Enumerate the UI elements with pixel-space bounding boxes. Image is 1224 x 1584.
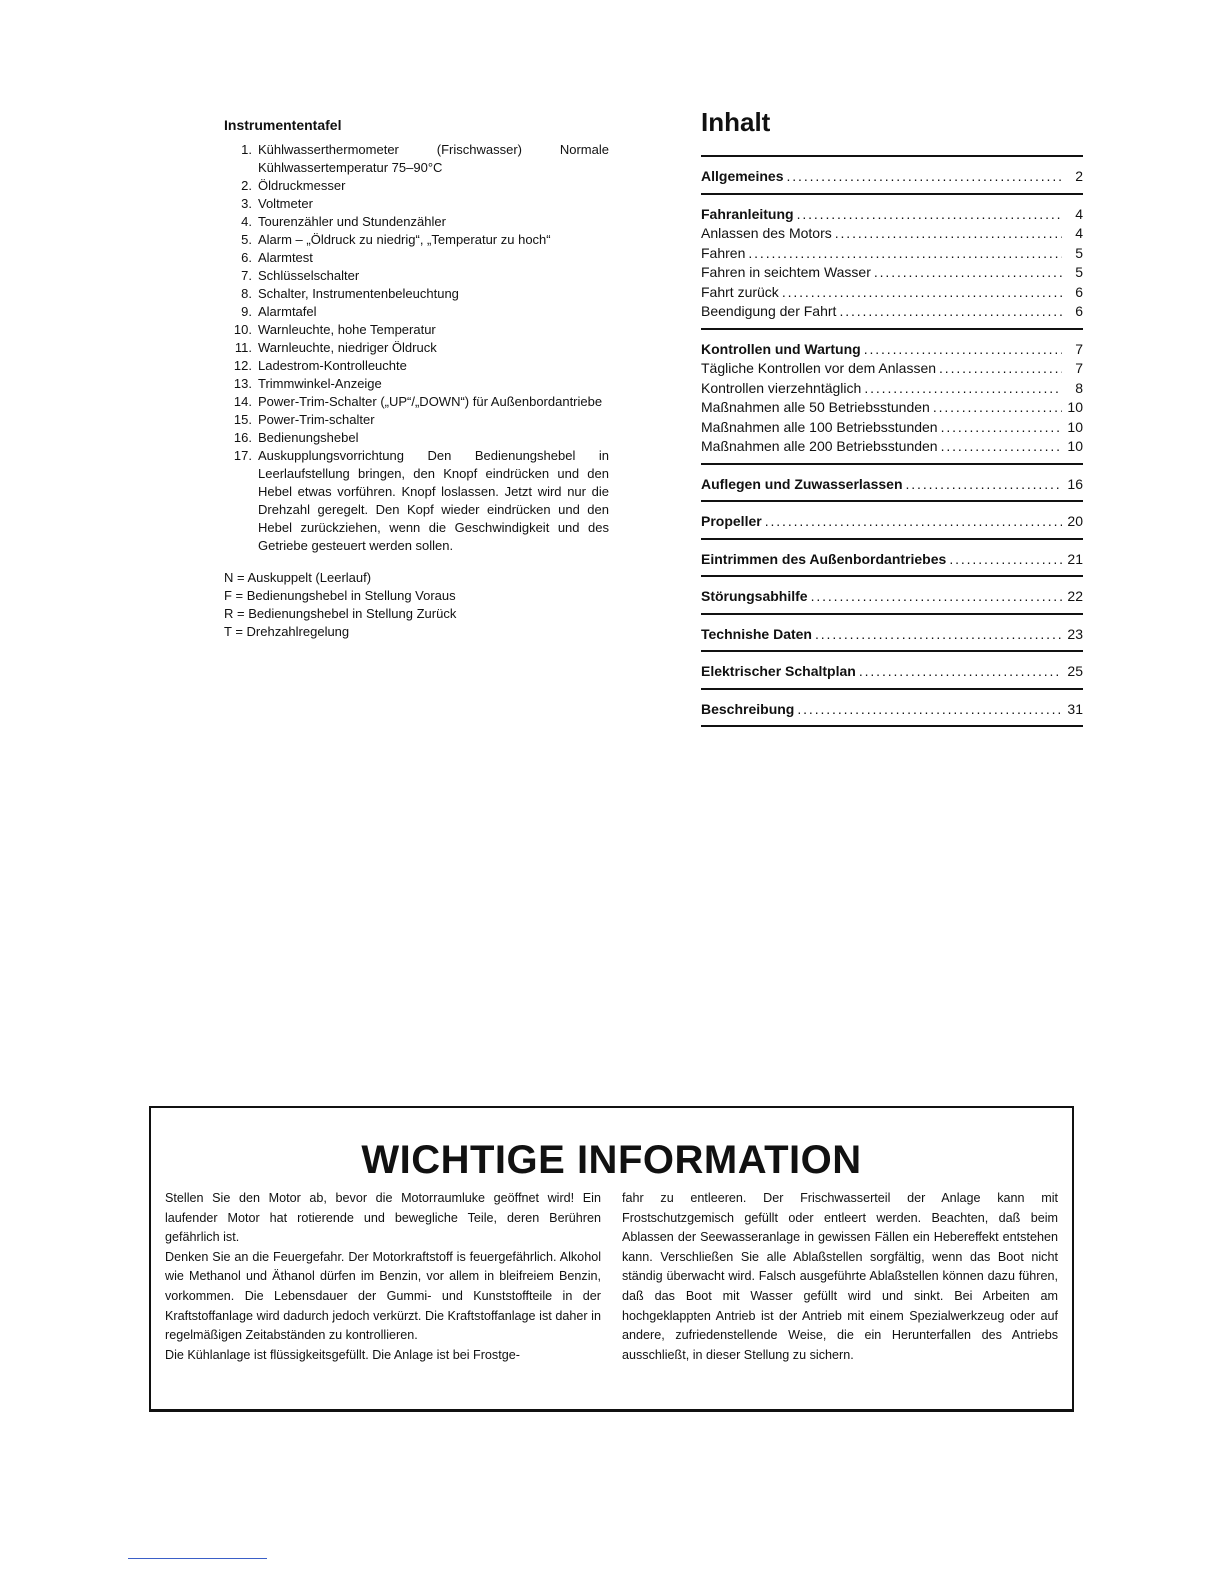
info-column-right bbox=[622, 1189, 1058, 1365]
toc-chapter-entry bbox=[701, 167, 1083, 187]
instrument-text: Alarmtest bbox=[258, 250, 313, 265]
toc-entry-label: Technishe Daten bbox=[701, 625, 812, 642]
toc-subentry bbox=[701, 398, 1083, 418]
toc-chapter-entry bbox=[701, 205, 1083, 225]
instrument-item bbox=[224, 141, 609, 177]
toc-section bbox=[701, 463, 1083, 501]
toc-subentry bbox=[701, 224, 1083, 244]
instrument-number: 13. bbox=[233, 376, 252, 391]
instrument-panel-title: Instrumententafel bbox=[224, 117, 342, 133]
table-of-contents bbox=[701, 107, 1083, 727]
instrument-text: Tourenzähler und Stundenzähler bbox=[258, 214, 446, 229]
toc-page-number: 20 bbox=[1067, 513, 1083, 529]
toc-page-number: 7 bbox=[1075, 360, 1083, 376]
toc-entry-label: Propeller bbox=[701, 513, 762, 529]
toc-dot-leader bbox=[859, 662, 1062, 682]
toc-section bbox=[701, 155, 1083, 193]
toc-page-number: 21 bbox=[1067, 550, 1083, 567]
instrument-text: Schlüsselschalter bbox=[258, 268, 360, 283]
toc-subentry bbox=[701, 359, 1083, 379]
legend-line: N = Auskuppelt (Leerlauf) bbox=[224, 570, 372, 585]
instrument-number: 2. bbox=[241, 178, 252, 193]
toc-dot-leader bbox=[765, 512, 1062, 532]
instrument-number: 11. bbox=[234, 340, 252, 355]
toc-dot-leader bbox=[835, 224, 1062, 244]
instrument-number: 1. bbox=[241, 142, 252, 157]
toc-page-number: 5 bbox=[1075, 264, 1083, 280]
toc-entry-label: Eintrimmen des Außenbordantriebes bbox=[701, 550, 947, 567]
legend-line: F = Bedienungshebel in Stellung Voraus bbox=[224, 588, 456, 603]
toc-dot-leader bbox=[748, 244, 1062, 264]
instrument-number: 12. bbox=[233, 358, 252, 373]
instrument-text: Alarmtafel bbox=[258, 304, 317, 319]
toc-section bbox=[701, 613, 1083, 651]
toc-page-number: 8 bbox=[1075, 379, 1083, 396]
toc-entry-label: Maßnahmen alle 200 Betriebsstunden bbox=[701, 438, 938, 454]
toc-sections bbox=[701, 155, 1083, 727]
instrument-item bbox=[224, 321, 609, 339]
instrument-item bbox=[224, 375, 609, 393]
instrument-item bbox=[224, 303, 609, 321]
toc-page-number: 31 bbox=[1067, 700, 1083, 717]
toc-entry-label: Fahren bbox=[701, 244, 746, 261]
toc-section bbox=[701, 193, 1083, 328]
toc-entry-label: Tägliche Kontrollen vor dem Anlassen bbox=[701, 360, 937, 376]
instrument-text: Warnleuchte, niedriger Öldruck bbox=[258, 340, 437, 355]
toc-section bbox=[701, 575, 1083, 613]
toc-page-number: 6 bbox=[1075, 303, 1083, 319]
instrument-text: Voltmeter bbox=[258, 196, 313, 211]
instrument-text: Ladestrom-Kontrolleuchte bbox=[258, 358, 407, 373]
toc-entry-label: Allgemeines bbox=[701, 168, 784, 184]
toc-dot-leader bbox=[933, 398, 1062, 418]
toc-entry-label: Fahren in seichtem Wasser bbox=[701, 264, 871, 280]
important-information-box bbox=[149, 1106, 1074, 1412]
toc-dot-leader bbox=[815, 625, 1062, 645]
info-paragraph: Stellen Sie den Motor ab, bevor die Motorraumluke geöffnet wird! Ein laufender Motor hat rotierende und bewegliche Teile, deren Berühren gefährlich ist. bbox=[165, 1191, 601, 1245]
toc-entry-label: Kontrollen und Wartung bbox=[701, 340, 861, 357]
toc-chapter-entry bbox=[701, 475, 1083, 495]
instrument-number: 9. bbox=[241, 304, 252, 319]
legend-line: T = Drehzahlregelung bbox=[224, 624, 350, 639]
toc-entry-label: Maßnahmen alle 100 Betriebsstunden bbox=[701, 418, 938, 435]
toc-section bbox=[701, 650, 1083, 688]
instrument-text: Alarm – „Öldruck zu niedrig“, „Temperatur zu hoch“ bbox=[258, 232, 551, 247]
instrument-item bbox=[224, 231, 609, 249]
toc-entry-label: Beendigung der Fahrt bbox=[701, 303, 837, 319]
toc-title: Inhalt bbox=[701, 107, 771, 137]
toc-dot-leader bbox=[906, 475, 1063, 495]
toc-chapter-entry bbox=[701, 662, 1083, 682]
instrument-text: Power-Trim-Schalter („UP“/„DOWN“) für Außenbordantriebe bbox=[258, 394, 603, 409]
toc-subentry bbox=[701, 283, 1083, 303]
instrument-list bbox=[224, 141, 609, 555]
toc-page-number: 4 bbox=[1075, 205, 1083, 222]
instrument-number: 4. bbox=[241, 214, 252, 229]
toc-section bbox=[701, 328, 1083, 463]
toc-chapter-entry bbox=[701, 625, 1083, 645]
footer-divider bbox=[128, 1558, 267, 1559]
instrument-number: 3. bbox=[241, 196, 252, 211]
toc-entry-label: Kontrollen vierzehntäglich bbox=[701, 379, 862, 396]
toc-page-number: 4 bbox=[1075, 225, 1083, 241]
toc-page-number: 10 bbox=[1067, 438, 1083, 454]
toc-entry-label: Störungsabhilfe bbox=[701, 588, 808, 604]
toc-dot-leader bbox=[864, 340, 1062, 360]
toc-dot-leader bbox=[839, 302, 1062, 322]
instrument-number: 16. bbox=[233, 430, 252, 445]
instrument-text: Öldruckmesser bbox=[258, 178, 346, 193]
important-information-columns bbox=[151, 1189, 1072, 1365]
instrument-text: Power-Trim-schalter bbox=[258, 412, 375, 427]
toc-entry-label: Auflegen und Zuwasserlassen bbox=[701, 475, 903, 492]
instrument-number: 7. bbox=[241, 268, 252, 283]
important-information-title: WICHTIGE INFORMATION bbox=[361, 1138, 862, 1182]
toc-chapter-entry bbox=[701, 700, 1083, 720]
instrument-item bbox=[224, 429, 609, 447]
toc-entry-label: Beschreibung bbox=[701, 700, 795, 717]
toc-page-number: 23 bbox=[1067, 625, 1083, 642]
toc-page-number: 25 bbox=[1067, 663, 1083, 679]
toc-entry-label: Elektrischer Schaltplan bbox=[701, 663, 856, 679]
toc-dot-leader bbox=[786, 167, 1062, 187]
instrument-item bbox=[224, 357, 609, 375]
instrument-item bbox=[224, 267, 609, 285]
toc-dot-leader bbox=[797, 700, 1062, 720]
instrument-number: 17. bbox=[233, 448, 252, 463]
instrument-text: Schalter, Instrumentenbeleuchtung bbox=[258, 286, 459, 301]
toc-dot-leader bbox=[864, 379, 1062, 399]
toc-chapter-entry bbox=[701, 512, 1083, 532]
toc-entry-label: Maßnahmen alle 50 Betriebsstunden bbox=[701, 399, 930, 415]
instrument-item bbox=[224, 249, 609, 267]
toc-chapter-entry bbox=[701, 587, 1083, 607]
info-paragraph: fahr zu entleeren. Der Frischwasserteil der Anlage kann mit Frostschutzgemisch gefüllt oder entleert werden. Beachten, daß beim Ablassen der Seewasseranlage in gewissen Fällen ein Hebereffekt entstehen kann. Verschließen Sie alle Ablaßstellen sorgfältig, wenn das Boot nicht ständig überwacht wird. Falsch ausgeführte Ablaßstellen können dazu führen, daß das Boot mit Wasser gefüllt wird und sinkt. Bei Arbeiten am hochgeklappten Antrieb ist der Antrieb mit einem Spezialwerkzeug oder auf andere, zufriedenstellende Weise, die ein Herunterfallen des Antriebs ausschließt, in dieser Stellung zu sichern. bbox=[622, 1191, 1058, 1362]
toc-dot-leader bbox=[874, 263, 1062, 283]
instrument-number: 5. bbox=[241, 232, 252, 247]
toc-entry-label: Fahrt zurück bbox=[701, 283, 779, 300]
toc-dot-leader bbox=[949, 550, 1062, 570]
instrument-item bbox=[224, 195, 609, 213]
toc-entry-label: Anlassen des Motors bbox=[701, 225, 832, 241]
instrument-item bbox=[224, 411, 609, 429]
instrument-number: 6. bbox=[241, 250, 252, 265]
instrument-text: Kühlwasserthermometer (Frischwasser) Normale Kühlwassertemperatur 75–90°C bbox=[258, 142, 609, 175]
toc-page-number: 5 bbox=[1075, 244, 1083, 261]
toc-page-number: 6 bbox=[1075, 283, 1083, 300]
instrument-item bbox=[224, 339, 609, 357]
toc-page-number: 2 bbox=[1075, 168, 1083, 184]
instrument-text: Trimmwinkel-Anzeige bbox=[258, 376, 382, 391]
toc-page-number: 10 bbox=[1067, 399, 1083, 415]
instrument-number: 15. bbox=[233, 412, 252, 427]
instrument-text: Bedienungshebel bbox=[258, 430, 359, 445]
toc-subentry bbox=[701, 418, 1083, 438]
toc-dot-leader bbox=[941, 418, 1062, 438]
toc-subentry bbox=[701, 244, 1083, 264]
toc-section bbox=[701, 500, 1083, 538]
lever-position-legend bbox=[224, 569, 609, 641]
toc-dot-leader bbox=[941, 437, 1062, 457]
toc-subentry bbox=[701, 437, 1083, 457]
toc-chapter-entry bbox=[701, 340, 1083, 360]
toc-page-number: 16 bbox=[1067, 475, 1083, 492]
toc-section bbox=[701, 688, 1083, 728]
toc-dot-leader bbox=[939, 359, 1062, 379]
toc-section bbox=[701, 538, 1083, 576]
toc-page-number: 7 bbox=[1075, 340, 1083, 357]
instrument-item bbox=[224, 393, 609, 411]
toc-subentry bbox=[701, 379, 1083, 399]
legend-line: R = Bedienungshebel in Stellung Zurück bbox=[224, 606, 457, 621]
instrument-text: Auskupplungsvorrichtung Den Bedienungshebel in Leerlaufstellung bringen, den Knopf eindrücken und den Hebel etwas vorführen. Knopf loslassen. Jetzt wird nur die Drehzahl geregelt. Den Kopf wieder eindrücken und den Hebel zurückziehen, wenn die Geschwindigkeit und des Getriebe gesteuert werden sollen. bbox=[258, 448, 609, 553]
toc-page-number: 10 bbox=[1067, 418, 1083, 435]
toc-subentry bbox=[701, 263, 1083, 283]
info-paragraph: Die Kühlanlage ist flüssigkeitsgefüllt. Die Anlage ist bei Frostge- bbox=[165, 1347, 520, 1362]
instrument-text: Warnleuchte, hohe Temperatur bbox=[258, 322, 436, 337]
instrument-item bbox=[224, 177, 609, 195]
instrument-item bbox=[224, 213, 609, 231]
toc-subentry bbox=[701, 302, 1083, 322]
toc-page-number: 22 bbox=[1067, 588, 1083, 604]
toc-entry-label: Fahranleitung bbox=[701, 205, 794, 222]
toc-dot-leader bbox=[797, 205, 1062, 225]
toc-dot-leader bbox=[811, 587, 1062, 607]
instrument-number: 10. bbox=[233, 322, 252, 337]
instrument-panel-legend bbox=[224, 117, 609, 641]
instrument-number: 8. bbox=[241, 286, 252, 301]
info-column-left bbox=[165, 1189, 601, 1365]
info-paragraph: Denken Sie an die Feuergefahr. Der Motorkraftstoff is feuergefährlich. Alkohol wie Methanol und Äthanol dürfen im Benzin, vor allem in bleifreiem Benzin, vorkommen. Die Lebensdauer der Gummi- und Kunststoffteile in der Kraftstoffanlage wird dadurch jedoch verkürzt. Die Kraftstoffanlage ist daher in regelmäßigen Zeitabständen zu kontrollieren. bbox=[165, 1249, 601, 1343]
instrument-item bbox=[224, 447, 609, 555]
instrument-number: 14. bbox=[233, 394, 252, 409]
toc-dot-leader bbox=[782, 283, 1062, 303]
toc-chapter-entry bbox=[701, 550, 1083, 570]
instrument-item bbox=[224, 285, 609, 303]
